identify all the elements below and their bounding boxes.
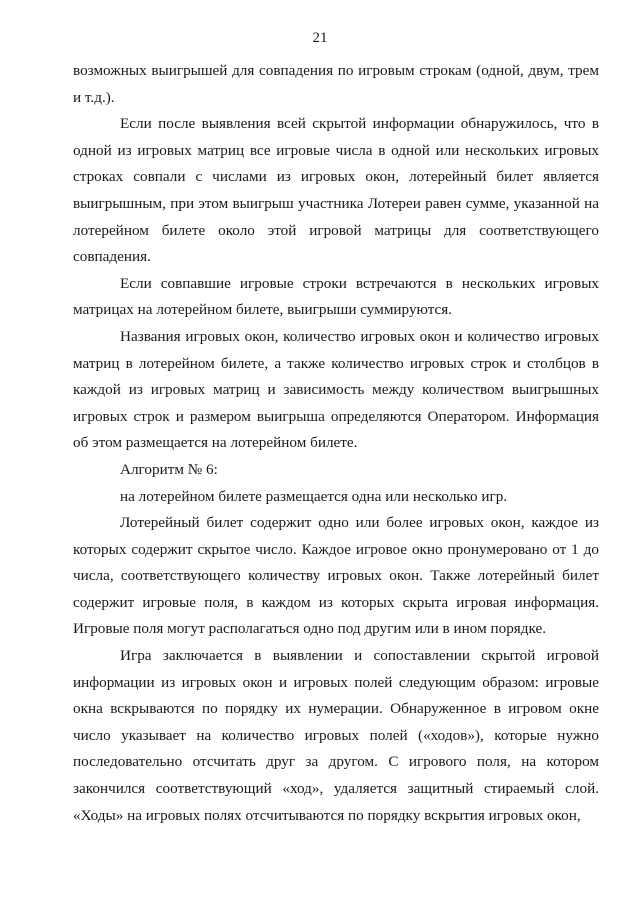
paragraph-wins-summed: Если совпавшие игровые строки встречаются в нескольких игровых матрицах на лотерейном билете, выигрыши суммируются. [73,274,599,319]
page-number: 21 [312,30,328,46]
paragraph-continuation: возможных выигрышей для совпадения по игровым строкам (одной, двум, трем и т.д.). [73,62,599,106]
paragraph-ticket-contents: Лотерейный билет содержит одно или более игровых окон, каждое из которых содержит скрытое число. Каждое игровое окно пронумеровано от 1 до числа, соответствующего количеству игровых окон. Также лотерейный билет содержит игровые поля, в каждом из которых скрыта игровая информация. Игровые поля могут располагаться одно под другим или в ином порядке. [73,514,599,638]
paragraph-operator-defines: Названия игровых окон, количество игровых окон и количество игровых матриц в лотерейном билете, а также количество игровых строк и столбцов в каждой из игровых матриц и зависимость между количеством выигрышных игровых строк и размером выигрыша определяются Оператором. Информация об этом размещается на лотерейном билете. [73,327,599,452]
paragraph-game-process: Игра заключается в выявлении и сопоставлении скрытой игровой информации из игровых окон и игровых полей следующим образом: игровые окна вскрываются по порядку их нумерации. Обнаруженное в игровом окне число указывает на количество игровых полей («ходов»), которые нужно последовательно отсчитать друг за другом. С игрового поля, на котором закончился соответствующий «ход», удаляется защитный стираемый слой. «Ходы» на игровых полях отсчитываются по порядку вскрытия игровых окон, [73,647,599,824]
paragraph-winning-condition: Если после выявления всей скрытой информации обнаружилось, что в одной из игровых матриц все игровые числа в одной или нескольких игровых строках совпали с числами из игровых окон, лотерейный билет является выигрышным, при этом выигрыш участника Лотереи равен сумме, указанной на лотерейном билете около этой игровой матрицы для соответствующего совпадения. [73,115,599,266]
algorithm-heading: Алгоритм № 6: [120,460,218,478]
paragraph-games-placed: на лотерейном билете размещается одна или несколько игр. [120,487,508,505]
document-body [73,58,599,829]
